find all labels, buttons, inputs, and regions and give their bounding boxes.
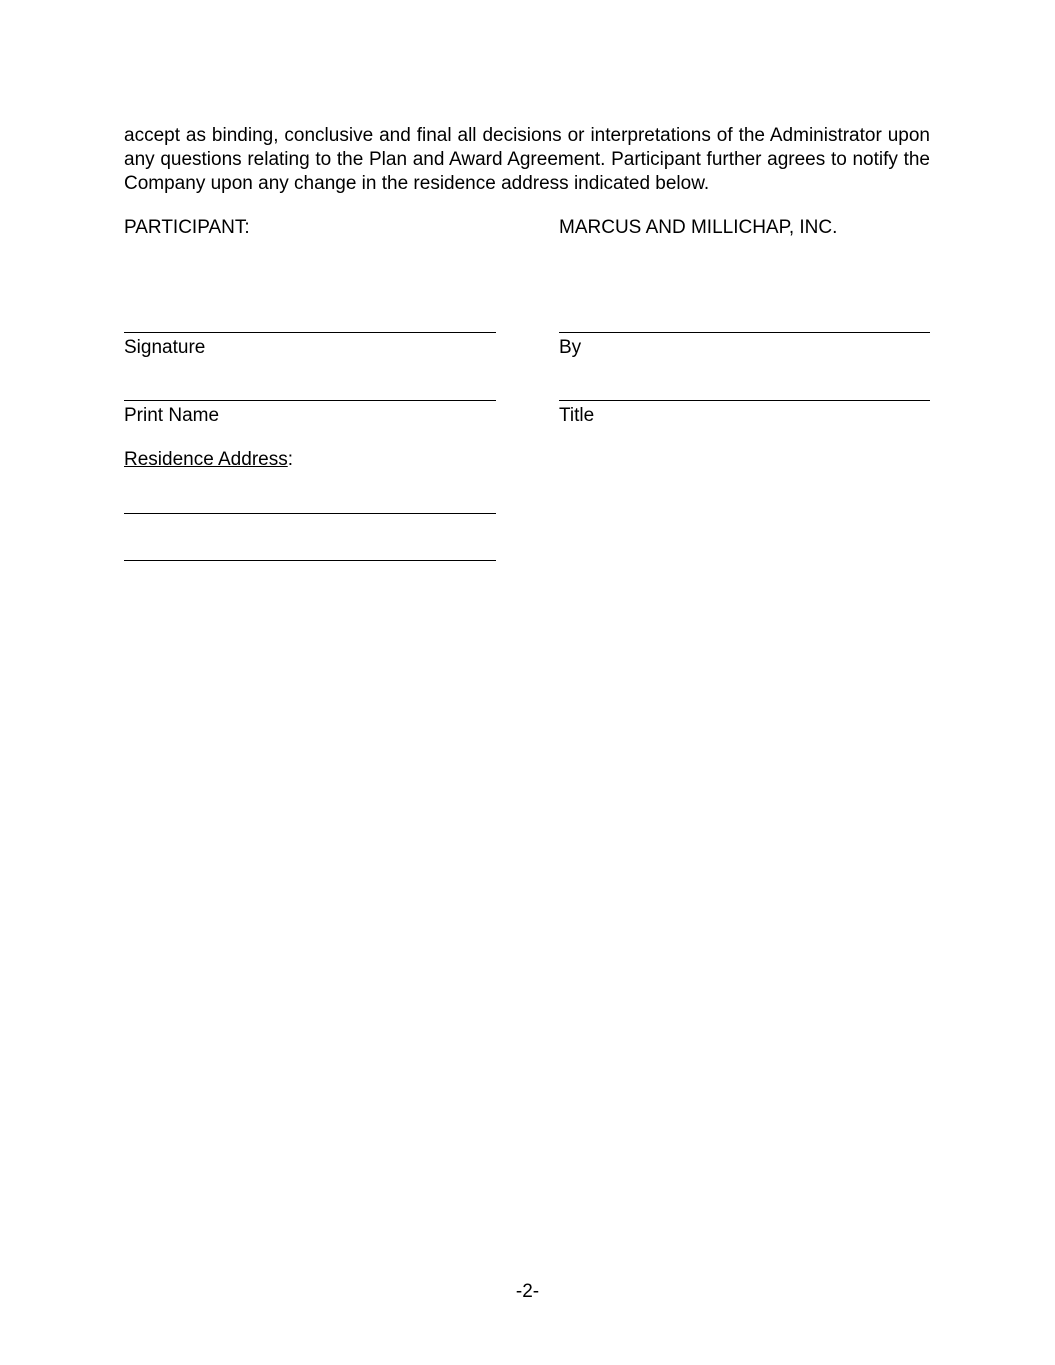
title-label: Title: [559, 405, 595, 426]
participant-print-name-line[interactable]: [124, 400, 496, 401]
company-by-line[interactable]: [559, 332, 930, 333]
agreement-paragraph: [124, 124, 930, 196]
residence-address-line-1[interactable]: [124, 513, 496, 514]
residence-address-text: Residence Address: [124, 449, 288, 470]
print-name-label: Print Name: [124, 405, 220, 426]
page-number: -2-: [515, 1281, 540, 1302]
residence-address-colon: :: [287, 449, 293, 470]
by-label: By: [559, 337, 582, 358]
paragraph-line-2: any questions relating to the Plan and Award Agreement. Participant further agrees to notify the: [124, 149, 930, 170]
residence-address-label: [124, 448, 293, 472]
residence-address-line-2[interactable]: [124, 560, 496, 561]
paragraph-line-3: Company upon any change in the residence address indicated below.: [124, 173, 710, 194]
signature-label: Signature: [124, 337, 206, 358]
paragraph-line-1: accept as binding, conclusive and final all decisions or interpretations of the Administrator upon: [124, 125, 930, 146]
participant-heading: PARTICIPANT:: [124, 217, 250, 238]
company-heading: MARCUS AND MILLICHAP, INC.: [559, 217, 838, 238]
participant-signature-line[interactable]: [124, 332, 496, 333]
company-title-line[interactable]: [559, 400, 930, 401]
